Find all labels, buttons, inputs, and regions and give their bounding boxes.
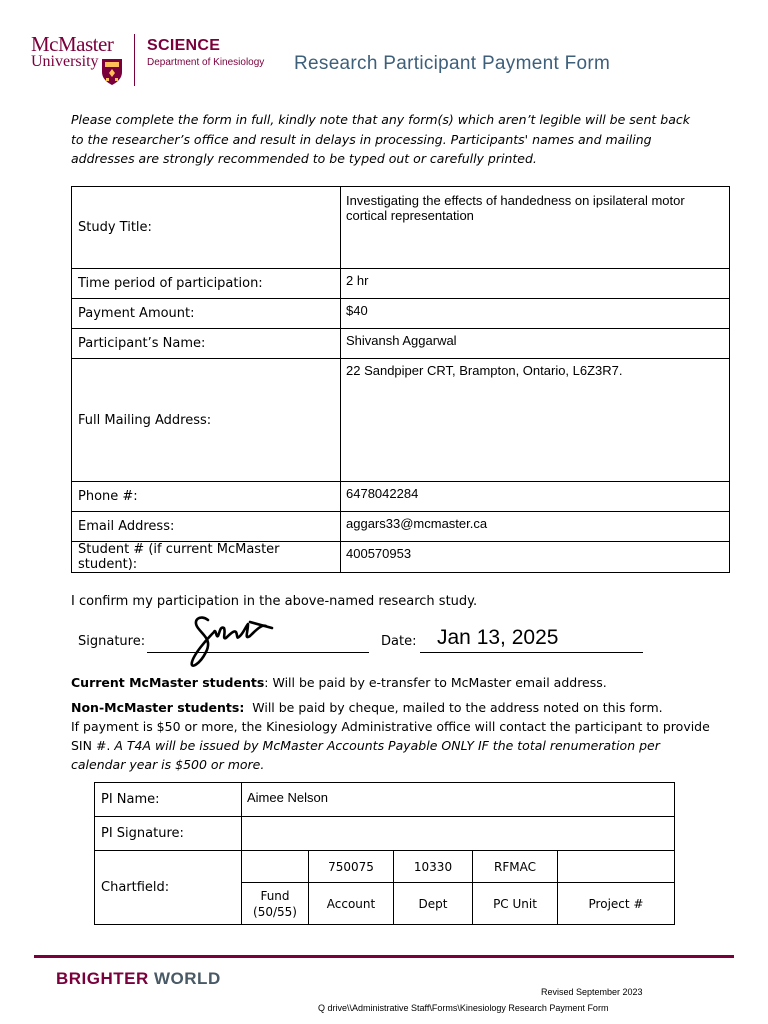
pc-unit-header: PC Unit bbox=[473, 883, 558, 925]
mcmaster-shield-icon bbox=[101, 58, 123, 86]
payment-amount-label: Payment Amount: bbox=[72, 299, 341, 329]
signature-label: Signature: bbox=[78, 634, 146, 649]
current-students-heading: Current McMaster students bbox=[71, 675, 265, 690]
confirmation-text: I confirm my participation in the above-named research study. bbox=[71, 594, 478, 609]
account-header: Account bbox=[309, 883, 394, 925]
sin-note: If payment is $50 or more, the Kinesiology Administrative office will contact the participant to provide SIN #. bbox=[71, 719, 710, 753]
phone-field[interactable]: 6478042284 bbox=[341, 482, 730, 512]
intro-text: Please complete the form in full, kindly note that any form(s) which aren’t legible will be sent back to the researcher’s office and result in delays in processing. Participants' names and mailing addresses are strongly recommended to be typed out or carefully printed. bbox=[71, 112, 690, 166]
table-row bbox=[72, 187, 730, 269]
fund-value[interactable] bbox=[242, 851, 309, 883]
pi-name-label: PI Name: bbox=[95, 783, 242, 817]
table-row bbox=[72, 359, 730, 482]
student-number-label: Student # (if current McMaster student): bbox=[72, 542, 341, 573]
pi-name-field[interactable]: Aimee Nelson bbox=[242, 783, 675, 817]
pi-table bbox=[94, 782, 675, 925]
non-students-text: Will be paid by cheque, mailed to the address noted on this form. bbox=[244, 700, 663, 715]
email-field[interactable]: aggars33@mcmaster.ca bbox=[341, 512, 730, 542]
pi-signature-field[interactable] bbox=[242, 817, 675, 851]
chartfield-label: Chartfield: bbox=[95, 851, 242, 925]
t4a-note: A T4A will be issued by McMaster Accounts Payable ONLY IF the total renumeration per calendar year is $500 or more. bbox=[71, 738, 660, 772]
logo-mcmaster: McMaster bbox=[31, 32, 114, 56]
dept-header: Dept bbox=[394, 883, 473, 925]
world-text: WORLD bbox=[154, 969, 221, 988]
time-period-field[interactable]: 2 hr bbox=[341, 269, 730, 299]
account-value[interactable]: 750075 bbox=[309, 851, 394, 883]
date-line[interactable] bbox=[420, 652, 643, 653]
logo-department: Department of Kinesiology bbox=[147, 57, 265, 68]
logo-divider bbox=[134, 34, 135, 86]
date-label: Date: bbox=[381, 634, 417, 649]
handwritten-signature bbox=[186, 610, 278, 672]
payment-amount-field[interactable]: $40 bbox=[341, 299, 730, 329]
project-value[interactable] bbox=[558, 851, 675, 883]
table-row bbox=[72, 299, 730, 329]
non-students-heading: Non-McMaster students: bbox=[71, 700, 245, 715]
table-row bbox=[72, 542, 730, 573]
footer-divider bbox=[34, 955, 734, 958]
pi-signature-label: PI Signature: bbox=[95, 817, 242, 851]
time-period-label: Time period of participation: bbox=[72, 269, 341, 299]
current-students-note bbox=[71, 673, 711, 692]
study-title-label: Study Title: bbox=[72, 187, 341, 269]
student-number-field[interactable]: 400570953 bbox=[341, 542, 730, 573]
table-row bbox=[72, 269, 730, 299]
brighter-text: BRIGHTER bbox=[56, 969, 149, 988]
participant-name-field[interactable]: Shivansh Aggarwal bbox=[341, 329, 730, 359]
table-row bbox=[95, 851, 675, 883]
current-students-text: : Will be paid by e-transfer to McMaster email address. bbox=[264, 675, 607, 690]
mailing-address-label: Full Mailing Address: bbox=[72, 359, 341, 482]
file-path: Q drive\\Administrative Staff\Forms\Kinesiology Research Payment Form bbox=[318, 1003, 609, 1013]
mailing-address-field[interactable]: 22 Sandpiper CRT, Brampton, Ontario, L6Z3R7. bbox=[341, 359, 730, 482]
date-field[interactable]: Jan 13, 2025 bbox=[437, 626, 559, 649]
non-students-note bbox=[71, 698, 711, 774]
email-label: Email Address: bbox=[72, 512, 341, 542]
participant-name-label: Participant’s Name: bbox=[72, 329, 341, 359]
table-row bbox=[95, 817, 675, 851]
participant-table bbox=[71, 186, 730, 573]
dept-value[interactable]: 10330 bbox=[394, 851, 473, 883]
fund-header: Fund (50/55) bbox=[242, 883, 309, 925]
table-row bbox=[72, 512, 730, 542]
brighter-world-logo bbox=[56, 969, 221, 989]
revised-date: Revised September 2023 bbox=[541, 987, 643, 997]
logo-university: University bbox=[31, 53, 99, 70]
pc-unit-value[interactable]: RFMAC bbox=[473, 851, 558, 883]
table-row bbox=[95, 783, 675, 817]
table-row bbox=[72, 482, 730, 512]
phone-label: Phone #: bbox=[72, 482, 341, 512]
table-row bbox=[72, 329, 730, 359]
project-header: Project # bbox=[558, 883, 675, 925]
study-title-field[interactable]: Investigating the effects of handedness on ipsilateral motor cortical representation bbox=[341, 187, 730, 269]
form-title: Research Participant Payment Form bbox=[294, 53, 611, 74]
logo-science: SCIENCE bbox=[147, 37, 221, 54]
